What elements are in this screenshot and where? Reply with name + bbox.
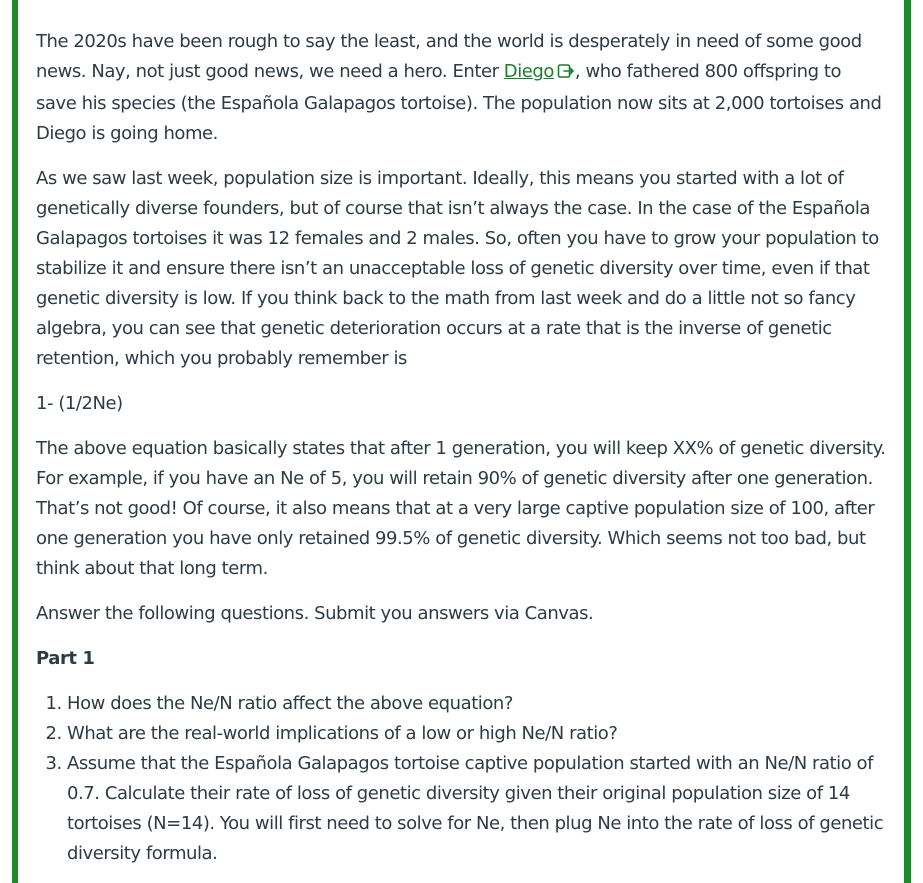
- right-border: [904, 0, 911, 883]
- intro-paragraph: [36, 27, 886, 149]
- assignment-content: [36, 27, 886, 869]
- equation-explanation-paragraph: The above equation basically states that after 1 generation, you will keep XX% of genetic diversity. For example, if you have an Ne of 5, you will retain 90% of genetic diversity after one generation. That’s not good! Of course, it also means that at a very large captive population size of 100, after one generation you have only retained 99.5% of genetic diversity. Which seems not too bad, but think about that long term.: [36, 438, 886, 579]
- intro-text-end: , who fathered 800 offspring to save his species (the Española Galapagos tortoise). The population now sits at 2,000 tortoises and Diego is going home.: [36, 61, 882, 144]
- intro-text-start: The 2020s have been rough to say the least, and the world is desperately in need of some good news. Nay, not just good news, we need a hero. Enter: [36, 31, 862, 82]
- population-paragraph: As we saw last week, population size is important. Ideally, this means you started with a lot of genetically diverse founders, but of course that isn’t always the case. In the case of the Española Galapagos tortoises it was 12 females and 2 males. So, often you have to grow your population to stabilize it and ensure there isn’t an unacceptable loss of genetic diversity over time, even if that genetic diversity is low. If you think back to the math from last week and do a little not so fancy algebra, you can see that genetic deterioration occurs at a rate that is the inverse of genetic retention, which you probably remember is: [36, 168, 879, 369]
- list-item: 1. How does the Ne/N ratio affect the above equation?: [67, 689, 886, 719]
- external-link-icon[interactable]: [557, 59, 575, 89]
- instructions-paragraph: Answer the following questions. Submit you answers via Canvas.: [36, 603, 594, 624]
- retention-equation: 1- (1/2Ne): [36, 393, 123, 414]
- question-list: [36, 689, 886, 869]
- section-heading: Part 1: [36, 648, 95, 669]
- diego-link[interactable]: Diego: [503, 61, 554, 82]
- list-item: 3. Assume that the Española Galapagos tortoise captive population started with an Ne/N ratio of 0.7. Calculate their rate of loss of genetic diversity given their original population size of 14 tortoises (N=14). You will first need to solve for Ne, then plug Ne into the rate of loss of genetic diversity formula.: [67, 749, 886, 869]
- left-border: [12, 0, 18, 883]
- list-item: 2. What are the real-world implications of a low or high Ne/N ratio?: [67, 719, 886, 749]
